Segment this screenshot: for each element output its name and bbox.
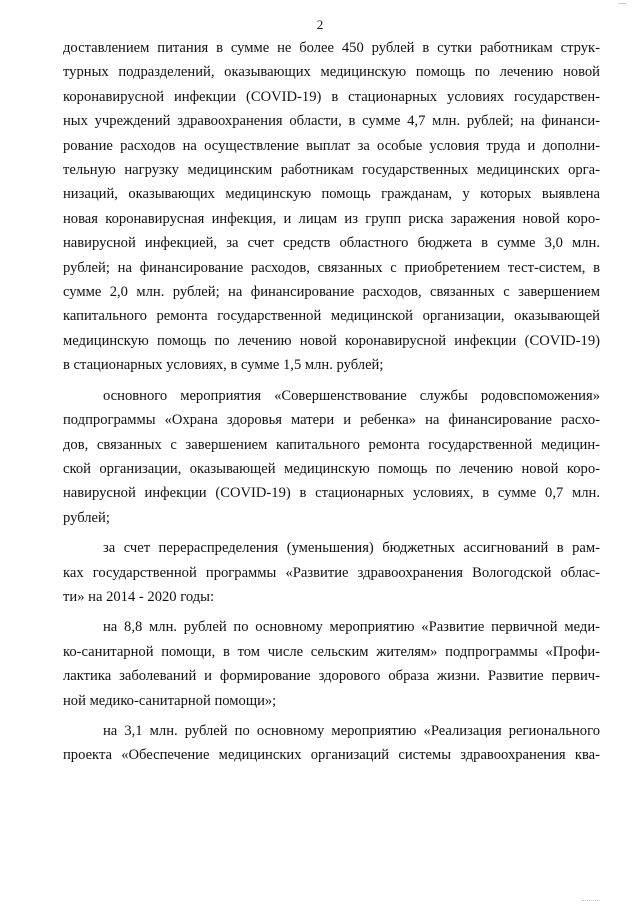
text-line: коронавирусной инфекции (COVID-19) в стационарных условиях государствен- <box>63 88 600 105</box>
text-line: рование расходов на осуществление выплат за особые условия труда и дополни- <box>63 137 600 154</box>
text-line: ко-санитарной помощи, в том числе сельским жителям» подпрограммы «Профи- <box>63 643 600 660</box>
paragraph-2 <box>63 384 600 530</box>
paragraph-1 <box>63 36 600 378</box>
scan-corner-mark <box>618 0 626 4</box>
paragraph-5 <box>63 719 600 768</box>
text-line: ской организации, оказывающей медицинскую помощь по лечению новой коро- <box>63 460 600 477</box>
text-line: ной медико-санитарной помощи»; <box>63 692 277 709</box>
text-line: капитального ремонта государственной медицинской организации, оказывающей <box>63 308 600 325</box>
text-line: тельную нагрузку медицинским работникам государственных медицинских орга- <box>63 162 600 179</box>
page-number: 2 <box>316 17 324 32</box>
text-line: лактика заболеваний и формирование здорового образа жизни. Развитие первич- <box>63 668 600 685</box>
text-line: дов, связанных с завершением капитального ремонта государственной медицин- <box>63 436 600 453</box>
text-line: навирусной инфекции (COVID-19) в стационарных условиях, в сумме 0,7 млн. <box>63 485 600 502</box>
text-line: низаций, оказывающих медицинскую помощь гражданам, у которых выявлена <box>63 186 600 203</box>
paragraph-3 <box>63 536 600 609</box>
text-line: ных учреждений здравоохранения области, в сумме 4,7 млн. рублей; на финанси- <box>63 113 600 130</box>
text-line: на 8,8 млн. рублей по основному мероприятию «Развитие первичной меди- <box>103 619 600 636</box>
scan-bottom-mark <box>582 898 600 901</box>
text-line: проекта «Обеспечение медицинских организаций системы здравоохранения ква- <box>63 747 600 764</box>
text-line: основного мероприятия «Совершенствование службы родовспоможения» <box>103 387 600 404</box>
text-line: в стационарных условиях, в сумме 1,5 млн. рублей; <box>63 357 384 374</box>
paragraph-4 <box>63 615 600 713</box>
text-line: подпрограммы «Охрана здоровья матери и ребенка» на финансирование расхо- <box>63 412 600 429</box>
text-line: ках государственной программы «Развитие здравоохранения Вологодской облас- <box>63 564 600 581</box>
text-line: ти» на 2014 - 2020 годы: <box>63 588 215 605</box>
text-line: за счет перераспределения (уменьшения) бюджетных ассигнований в рам- <box>103 540 600 557</box>
text-line: навирусной инфекцией, за счет средств областного бюджета в сумме 3,0 млн. <box>63 235 600 252</box>
text-line: турных подразделений, оказывающих медицинскую помощь по лечению новой <box>63 64 600 81</box>
text-line: рублей; на финансирование расходов, связанных с приобретением тест-систем, в <box>63 259 600 276</box>
text-line: сумме 2,0 млн. рублей; на финансирование расходов, связанных с завершением <box>63 284 600 301</box>
text-line: на 3,1 млн. рублей по основному мероприятию «Реализация регионального <box>103 722 600 739</box>
text-line: новая коронавирусная инфекция, и лицам из групп риска заражения новой коро- <box>63 210 600 227</box>
text-line: доставлением питания в сумме не более 450 рублей в сутки работникам струк- <box>63 40 600 56</box>
text-line: медицинскую помощь по лечению новой коронавирусной инфекции (COVID-19) <box>63 332 600 349</box>
text-line: рублей; <box>63 509 110 526</box>
document-body <box>63 36 600 768</box>
